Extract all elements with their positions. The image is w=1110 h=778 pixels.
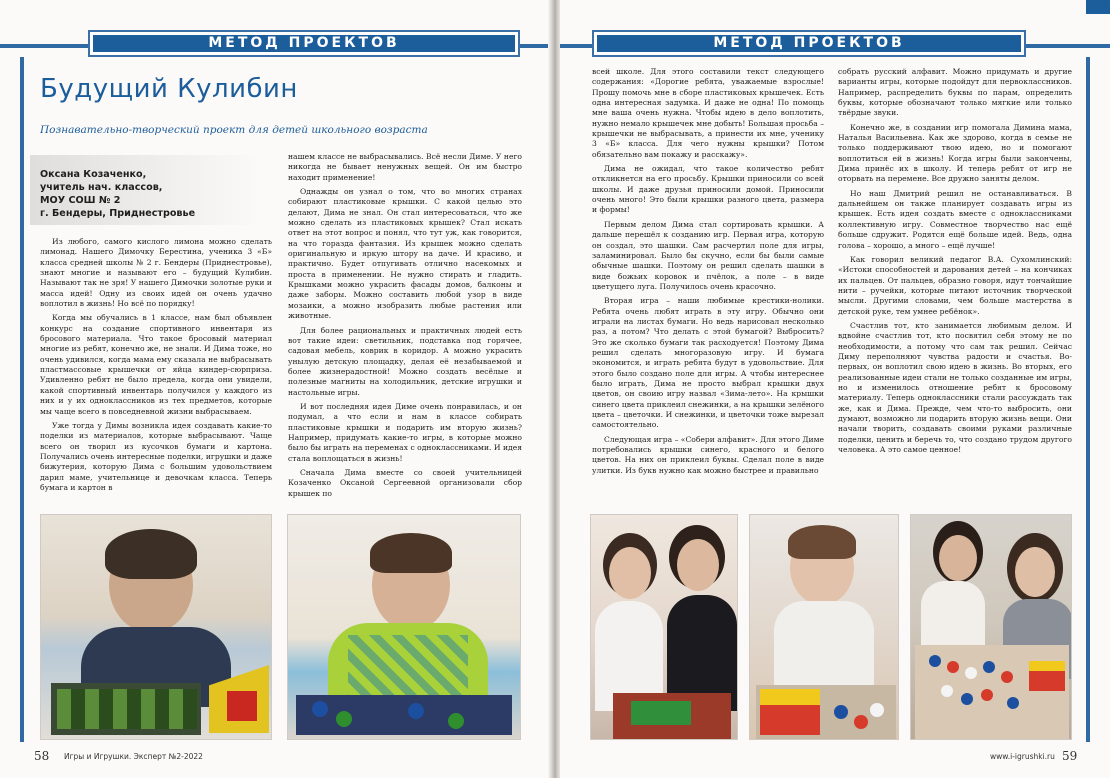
paragraph: Сначала Дима вместе со своей учительницей Козаченко Оксаной Сергеевной организовали сбор крышек по — [288, 467, 522, 498]
paragraph: всей школе. Для этого составили текст следующего содержания: «Дорогие ребята, уважаемые взрослые! Прошу помочь мне в сборе пластиковых крышечек. Есть одна интересная задумка. И даже не одна! По помощь мне ваша очень нужна. Чтобы идею в дело воплотить, нужно немало крышечек мне добыть! Большая просьба – крышечки не выбрасывать, а принести их мне, ученику 3 «Б» класса. Для чего нужны крышки? Потом обязательно вам покажу и расскажу». — [592, 67, 824, 159]
paragraph: Однажды он узнал о том, что во многих странах собирают пластиковые крышки. С какой целью это делают, Дима не знал. Он стал интересоваться, что же можно сделать из пластиковых крышек? Стал искать ответ на этот вопрос и понял, что тут уж, как говорится, на что горазда фантазия. Из крышек можно сделать оригинальную и яркую штору на даче. И красиво, и практично. Будет отпугивать отлично насекомых и проста в применении. Не нужно стирать и гладить. Крышками можно украсить фасады домов, балконы и даже заборы. Можно составить любой узор в виде мозаики, а можно изобразить любые растения или животные. — [288, 187, 522, 321]
section-banner-left — [88, 30, 520, 57]
paragraph: И вот последняя идея Диме очень понравилась, и он подумал, а что если и нам в классе собирать пластиковые крышки и подарить им вторую жизнь? Например, придумать какие-то игры, в которые можно было бы играть на переменах с одноклассниками. И идея стала воплощаться в жизнь! — [288, 401, 522, 463]
paragraph: собрать русский алфавит. Можно придумать и другие варианты игры, которые подойдут для первоклассников. Например, распределить буквы по парам, определить буквы, которые обозначают только мягкие или только твёрдые звуки. — [838, 67, 1072, 118]
page-number-left: 58 — [34, 749, 50, 763]
paragraph: Счастлив тот, кто занимается любимым делом. И вдвойне счастлив тот, кто посвятил себя этому не по необходимости, а потому что сам так решил. Сейчас Диму переполняют чувства радости и счастья. Во-первых, он воплотил свою идею в жизнь. Во вторых, его реализованные идеи стали не только созданные им игры, но и изменилось отношение ребят к бросовому материалу. Теперь одноклассники стали рассуждать так же, как и Дима. Прежде, чем что-то выбросить, они думают, возможно ли подарить вторую жизнь вещи. Они начали творить, создавать своими руками различные поделки, ценить и беречь то, что создано трудом другого человека. А это самое ценное! — [838, 320, 1072, 455]
page-number-right: 59 — [1062, 749, 1078, 763]
section-label: МЕТОД ПРОЕКТОВ — [597, 35, 1021, 52]
paragraph: Вторая игра – наши любимые крестики-нолики. Ребята очень любят играть в эту игру. Обычно они играли на листах бумаги. Но ведь нарисовал несколько раз, а потом? Что делать с этой бумагой? Выбросить? Это же сколько бумаги так расходуется! Поэтому Дима решил сделать многоразовую игру. И бумага экономится, и играть ребята будут в удовольствие. Для этого было создано поле для игры. А чтобы интереснее было играть, Дима не просто выбрал крышки двух цветов, он своию игру назвал «Зима-лето». На крышки синего цвета приклеил снежинки, а на крышки зелёного цвета – цветочки. И снежинки, и цветочки тоже вырезал самостоятельно. — [592, 296, 824, 430]
paragraph: Следующая игра – «Собери алфавит». Для этого Диме потребовались крышки синего, красного и белого цветов. На них он приклеил буквы. Сделал поле в виде улитки. Из букв нужно как можно быстрее и правильно — [592, 434, 824, 475]
author-school: МОУ СОШ № 2 — [40, 195, 121, 206]
paragraph: Конечно же, в создании игр помогала Димина мама, Наталья Васильевна. Как же здорово, когда в семье не только поддерживают твою идею, но и помогают воплотиться ей в жизнь! Когда игры были закончены, Дима принёс их в школу. И теперь ребят от игр не оторвать на перемене. Все дружно заняты делом. — [838, 122, 1072, 184]
paragraph: Для более рациональных и практичных людей есть вот такие идеи: светильник, подставка под горячее, садовая мебель, коврик в коридор. А можно украсить унылую детскую площадку, делая её незабываемой и более жизнерадостной! Можно создать весёлые и полезные магниты на холодильник, детские игрушки и настольные игры. — [288, 325, 522, 397]
section-label: МЕТОД ПРОЕКТОВ — [93, 35, 515, 52]
page-frame-rule-right — [1086, 57, 1090, 742]
paragraph: Дима не ожидал, что такое количество ребят откликнется на его просьбу. Крышки приносили со всей школы. И даже друзья приносили домой. Приносили очень много! Это были крышки разного цвета, размера и формы! — [592, 164, 824, 215]
text-column-3 — [592, 67, 824, 480]
author-name: Оксана Козаченко, — [40, 169, 147, 180]
header-rule-left — [0, 44, 88, 48]
section-banner-right — [592, 30, 1026, 57]
text-column-4 — [838, 67, 1072, 459]
paragraph: Уже тогда у Димы возникла идея создавать какие-то поделки из материалов, которые выбрасывают. Чаще всего он творил из кусочков бумаги и картона. Получались очень интересные поделки, игрушки и даже бижутерия, которую Дима с большим удовольствием дарил маме, учительнице и девочкам класса. Теперь бумага и картон в — [40, 420, 272, 492]
photo-girls-with-game — [590, 514, 738, 740]
footer-magazine-issue: Игры и Игрушки. Эксперт №2-2022 — [64, 752, 203, 761]
paragraph: Но наш Дмитрий решил не останавливаться. В дальнейшем он также планирует создавать игры из крышек. Есть идея создать вместе с одноклассниками коллективную игру. Совместное творчество нас ещё больше сдружит. Родятся ещё больше идей. Ведь, одна голова – хорошо, а много – ещё лучше! — [838, 188, 1072, 250]
header-rule-right — [1026, 44, 1110, 48]
text-column-2 — [288, 152, 522, 503]
page-frame-rule-left — [20, 57, 24, 742]
paragraph: нашем классе не выбрасывались. Всё несли Диме. У него никогда не бывает ненужных вещей. Он им быстро находит применение! — [288, 152, 522, 182]
photo-boy-tic-tac-toe — [287, 514, 521, 740]
author-block — [40, 168, 195, 220]
article-subtitle: Познавательно-творческий проект для детей школьного возраста — [40, 124, 428, 136]
paragraph: Когда мы обучались в 1 классе, нам был объявлен конкурс на создание спортивного инвентаря из бросового материала. Что такое бросовый материал многие из ребят, конечно же, не знали. И Дима тоже, но очень удивился, когда мама ему сказала не выбрасывать пластмассовые крышечки от яйца киндер-сюрприза. Удивленно ребят не было предела, когда они увидели, какой спортивный инвентарь получился у каждого из них и у их одноклассников из тех предметов, которые мы чаще всего в повседневной жизни выбрасываем. — [40, 313, 272, 416]
text-column-1 — [40, 237, 272, 497]
photo-boy-with-game — [749, 514, 899, 740]
article-title: Будущий Кулибин — [40, 74, 298, 104]
header-rule-left-end — [520, 44, 550, 48]
photo-boy-checkers-board — [40, 514, 272, 740]
photo-girls-alphabet-game — [910, 514, 1072, 740]
author-city: г. Бендеры, Приднестровье — [40, 208, 196, 219]
header-rule-right-start — [560, 44, 592, 48]
paragraph: Как говорил великий педагог В.А. Сухомлинский: «Истоки способностей и дарования детей – на кончиках их пальцев. От пальцев, образно говоря, идут тончайшие нити – ручейки, которые питают источник творческой мысли. Другими словами, чем больше мастерства в детской руке, тем умнее ребёнок». — [838, 254, 1072, 316]
corner-tab — [1086, 0, 1110, 14]
left-page — [0, 0, 550, 778]
paragraph: Из любого, самого кислого лимона можно сделать лимонад. Нашего Димочку Берестина, ученика 3 «Б» класса средней школы № 2 г. Бендеры (Приднестровье), знают многие и называют его – будущий Кулибин. Называют так не зря! У нашего Димочки золотые руки и масса идей! Одну из своих идей он очень удачно воплотил в жизнь! Но всё по порядку! — [40, 237, 272, 309]
paragraph: Первым делом Дима стал сортировать крышки. А дальше перешёл к созданию игр. Первая игра, которую он создал, это шашки. Сам расчертил поле для игры, заламинировал. Было бы скучно, если бы были самые обычные шашки. Поэтому он решил сделать шашки в виде божьих коровок и пчёлок, а поле – в виде цветущего луга. Получилось очень красочно. — [592, 219, 824, 291]
author-position: учитель нач. классов, — [40, 182, 163, 193]
footer-website: www.i-igrushki.ru — [990, 752, 1055, 761]
